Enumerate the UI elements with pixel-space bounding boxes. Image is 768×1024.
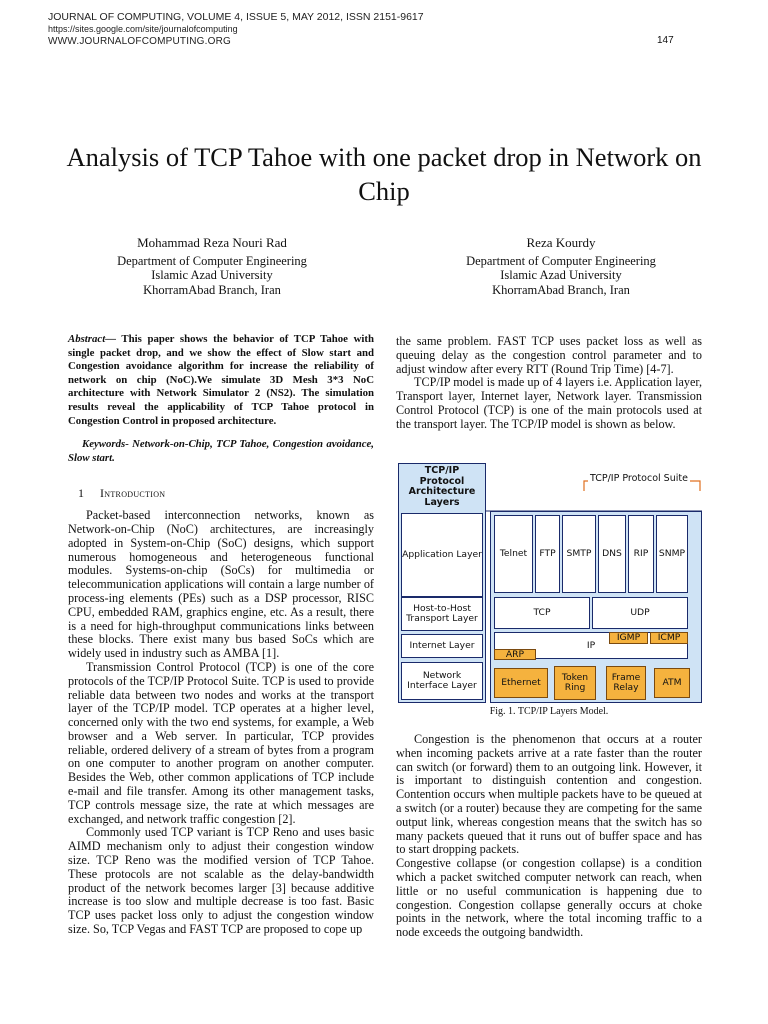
right-column-top [396,335,702,432]
page-number: 147 [657,35,674,46]
paragraph: Congestive collapse (or congestion collapse) is a condition which a packet switched computer network can reach, when little or no useful communication is happening due to congestion. Congestion collapse generally occurs at choke points in the network, where the total incoming traffic to a node exceeds the outgoing bandwidth. [396,856,702,940]
suite-bracket-icon [486,463,702,513]
paragraph: Transmission Control Protocol (TCP) is one of the core protocols of the TCP/IP Protocol Suite. TCP is used to provide reliable data between two nodes and works at the transport layer of the TCP/IP model. TCP operates at a higher level, concerned only with the two end systems, for example, a Web browser and a Web server. In particular, TCP provides reliable, ordered delivery of a stream of bytes from a program on one computer to another program on another computer. Besides the Web, other common applications of TCP include e-mail and file transfer. Among its other management tasks, TCP controls message size, the rate at which messages are exchanged, and network traffic congestion [2]. [68,659,374,826]
internet-icmp: ICMP [650,632,688,644]
right-column-bottom [396,733,702,940]
transport-tcp: TCP [494,597,590,629]
journal-header: JOURNAL OF COMPUTING, VOLUME 4, ISSUE 5, MAY 2012, ISSN 2151-9617 [48,11,424,23]
journal-url: https://sites.google.com/site/journalofcomputing [48,24,238,34]
app-ftp: FTP [535,515,560,593]
layer-internet: Internet Layer [401,634,483,658]
paper-title: Analysis of TCP Tahoe with one packet drop in Network on Chip [66,142,702,206]
paragraph: Packet-based interconnection networks, known as Network-on-Chip (NoC) architectures, are increasingly adopted in System-on-Chip (SoC) designs, which support numerous homogeneous and heterogeneous functional modules. Systems-on-chip (SoCs) for multimedia or telecommunication applications will contain a large number of process-ing elements (PEs) such as a DSP processor, RISC CPU, embedded RAM, graphics engine, etc. As a result, there is a need for high-throughput communications links between these blocks. There exist many bus based SoCs which are widely used in industry such as AMBA [1]. [68,508,374,661]
app-smtp: SMTP [562,515,596,593]
network-atm: ATM [654,668,690,698]
transport-udp: UDP [592,597,688,629]
layer-network-interface: Network Interface Layer [401,662,483,700]
author-block [396,236,726,297]
suite-label: TCP/IP Protocol Suite [590,473,688,484]
layer-transport: Host-to-Host Transport Layer [401,597,483,631]
paragraph: Congestion is the phenomenon that occurs at a router when incoming packets arrive at a rate faster than the router can switch (or forward) them to an outgoing link. However, it is important to distinguish contention and congestion. Contention occurs when multiple packets have to be queued at a switch (or a router) because they are competing for the same output link, whereas congestion means that the switch has so many packets queued that it runs out of buffer space and has to start dropping packets. [396,732,702,857]
paragraph: Commonly used TCP variant is TCP Reno and uses basic AIMD mechanism only to adjust their congestion window size. TCP Reno was the modified version of TCP Tahoe. These protocols are not scalable as the delay-bandwidth product of the network becomes larger [3] because additive increase is too slow and multiple decrease is too fast. Basic TCP uses packet loss only to adjust the congestion window size. So, TCP Vegas and FAST TCP are proposed to cope up [68,825,374,937]
author-block [47,236,377,297]
author-dept: Department of Computer Engineering [117,253,307,268]
section-title: Introduction [100,486,166,501]
author-name: Mohammad Reza Nouri Rad [137,235,287,250]
left-column [68,333,374,937]
author-branch: KhorramAbad Branch, Iran [492,282,630,297]
abstract [68,333,374,428]
app-snmp: SNMP [656,515,688,593]
app-telnet: Telnet [494,515,533,593]
paragraph: the same problem. FAST TCP uses packet loss as well as queuing delay as the congestion control parameter and to adjust window after every RTT (Round Trip Time) [4-7]. [396,334,702,376]
network-token-ring: Token Ring [554,666,596,700]
keywords: Keywords- Network-on-Chip, TCP Tahoe, Congestion avoidance, Slow start. [68,438,374,464]
app-dns: DNS [598,515,626,593]
section-number: 1 [78,486,85,501]
figure-caption: Fig. 1. TCP/IP Layers Model. [489,706,609,717]
tcp-ip-figure [398,463,702,703]
author-univ: Islamic Azad University [500,268,622,282]
app-rip: RIP [628,515,654,593]
author-dept: Department of Computer Engineering [466,253,656,268]
author-univ: Islamic Azad University [151,268,273,282]
network-frame-relay: Frame Relay [606,666,646,700]
layer-application: Application Layer [401,513,483,597]
network-ethernet: Ethernet [494,668,548,698]
internet-ip: IP [494,632,688,659]
author-branch: KhorramAbad Branch, Iran [143,282,281,297]
abstract-label: Abstract— [68,333,116,345]
section-heading [78,487,374,501]
paragraph: TCP/IP model is made up of 4 layers i.e. Application layer, Transport layer, Internet layer, Network layer. Transmission Control Protocol (TCP) is one of the main protocols used at the transport layer. The TCP/IP model is shown as below. [396,375,702,431]
abstract-text: This paper shows the behavior of TCP Tahoe with single packet drop, and we show the effect of Slow start and Congestion avoidance algorithm for increase the reliability of network on chip (NoC).We simulate 3D Mesh 3*3 NoC architecture with Network Simulator 2 (NS2). The simulation results reveal the applicability of TCP Tahoe protocol in Congestion Control in proposed architecture. [68,333,374,427]
layers-header: TCP/IP Protocol Architecture Layers [408,465,476,508]
journal-website: WWW.JOURNALOFCOMPUTING.ORG [48,36,231,47]
author-name: Reza Kourdy [526,235,596,250]
internet-arp: ARP [494,649,536,660]
internet-igmp: IGMP [609,632,648,644]
